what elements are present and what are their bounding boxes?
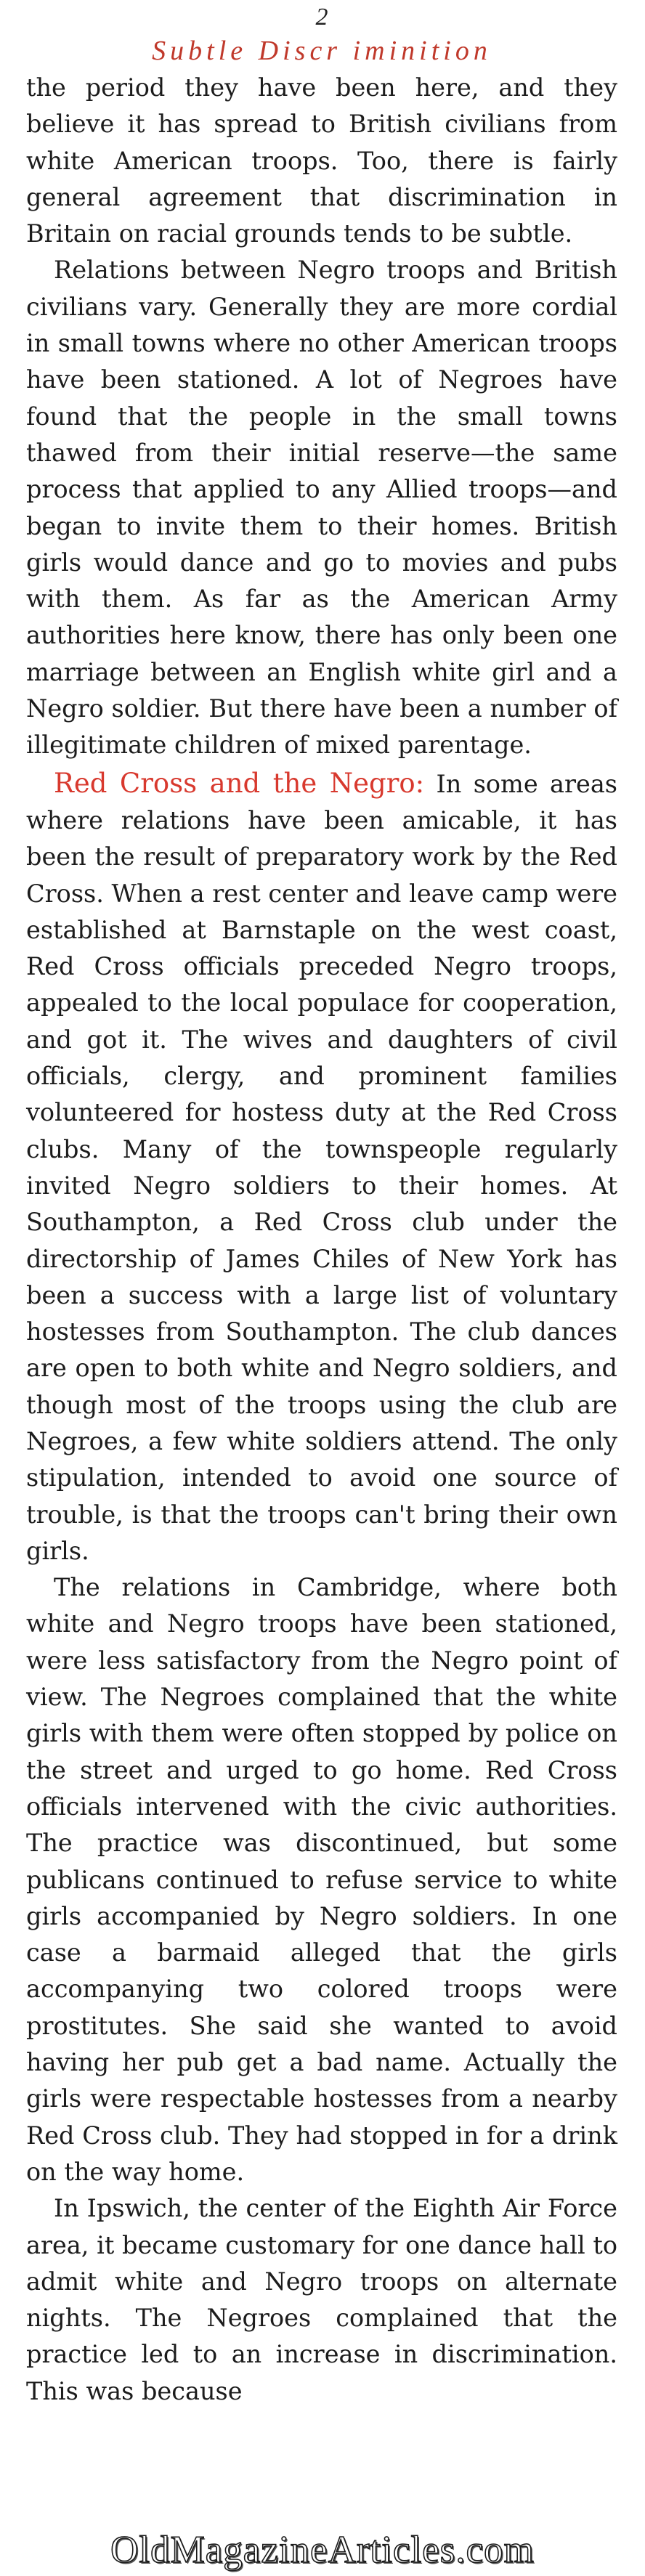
section-heading: Red Cross and the Negro: [54, 767, 425, 799]
section-lead-text: In some areas where relations have been amicable, it has been the result of preparatory work by the Red Cross. When a rest center and leave camp were established at Barnstaple on the west coast, Red Cross officials preceded Negro troops, appealed to the local populace for cooperation, and got it. The wives and daughters of civil officials, clergy, and prominent families volunteered for hostess duty at the Red Cross clubs. Many of the townspeople regularly invited Negro soldiers to their homes. At Southampton, a Red Cross club under the directorship of James Chiles of New York has been a success with a large list of voluntary hostesses from Southampton. The club dances are open to both white and Negro soldiers, and though most of the troops using the club are Negroes, a few white soldiers attend. The only stipulation, intended to avoid one source of trouble, is that the troops can't bring their own girls. [26, 769, 617, 1565]
article-paragraph: In Ipswich, the center of the Eighth Air Force area, it became customary for one dance hall to admit white and Negro troops on alternate nights. The Negroes complained that the practice led to an increase in discrimination. This was because [26, 2194, 617, 2405]
running-head: Subtle Discr iminition [152, 36, 492, 66]
article-body [26, 70, 617, 2410]
article-paragraph: the period they have been here, and they believe it has spread to British civilians from white American troops. Too, there is fairly general agreement that discrimination in Britain on racial grounds tends to be subtle. [26, 73, 617, 248]
page-number: 2 [315, 4, 328, 31]
section-paragraph [26, 765, 617, 1570]
article-paragraph: Relations between Negro troops and British civilians vary. Generally they are more cordial in small towns where no other American troops have been stationed. A lot of Negroes have found that the people in the small towns thawed from their initial reserve—the same process that applied to any Allied troops—and began to invite them to their homes. British girls would dance and go to movies and pubs with them. As far as the American Army authorities here know, there has only been one marriage between an English white girl and a Negro soldier. But there have been a number of illegitimate children of mixed parentage. [26, 256, 617, 760]
site-watermark: OldMagazineArticles.com [110, 2529, 535, 2571]
article-paragraph: The relations in Cambridge, where both white and Negro troops have been stationed, were less satisfactory from the Negro point of view. The Negroes complained that the white girls with them were often stopped by police on the street and urged to go home. Red Cross officials intervened with the civic authorities. The practice was discontinued, but some publicans continued to refuse service to white girls accompanied by Negro soldiers. In one case a barmaid alleged that the girls accompanying two colored troops were prostitutes. She said she wanted to avoid having her pub get a bad name. Actually the girls were respectable hostesses from a nearby Red Cross club. They had stopped in for a drink on the way home. [26, 1573, 617, 2186]
